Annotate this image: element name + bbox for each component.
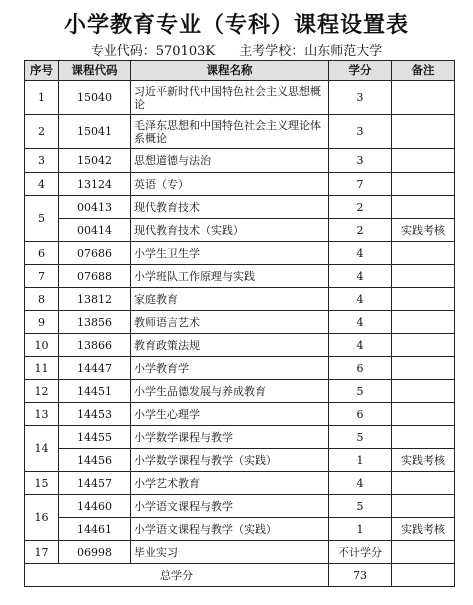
- row-name: 小学生卫生学: [131, 242, 329, 265]
- row-code: 07688: [59, 265, 131, 288]
- row-seq: 11: [25, 357, 59, 380]
- row-credit: 3: [329, 81, 392, 115]
- row-seq: 1: [25, 81, 59, 115]
- header-code: 课程代码: [59, 61, 131, 81]
- row-name: 小学语文课程与教学: [131, 495, 329, 518]
- row-note: [392, 495, 455, 518]
- row-name: 教师语言艺术: [131, 311, 329, 334]
- row-credit: 4: [329, 265, 392, 288]
- row-credit: 5: [329, 426, 392, 449]
- row-name: 小学语文课程与教学（实践）: [131, 518, 329, 541]
- row-credit: 4: [329, 311, 392, 334]
- row-code: 00414: [59, 219, 131, 242]
- row-seq: 5: [25, 196, 59, 242]
- header-note: 备注: [392, 61, 455, 81]
- table-row: [25, 173, 455, 196]
- row-code: 13812: [59, 288, 131, 311]
- row-note: [392, 265, 455, 288]
- row-note: [392, 196, 455, 219]
- row-code: 14457: [59, 472, 131, 495]
- row-credit: 6: [329, 357, 392, 380]
- row-credit: 4: [329, 242, 392, 265]
- row-note: [392, 311, 455, 334]
- table-row: [25, 242, 455, 265]
- table-row: [25, 334, 455, 357]
- table-header-row: [25, 61, 455, 81]
- row-note: [392, 357, 455, 380]
- row-code: 00413: [59, 196, 131, 219]
- row-credit: 3: [329, 115, 392, 149]
- row-note: [392, 81, 455, 115]
- row-credit: 2: [329, 219, 392, 242]
- row-seq: 9: [25, 311, 59, 334]
- table-row: [25, 265, 455, 288]
- row-code: 14460: [59, 495, 131, 518]
- total-row: [25, 564, 455, 587]
- row-code: 14455: [59, 426, 131, 449]
- table-row: [25, 472, 455, 495]
- table-row: [25, 403, 455, 426]
- row-code: 14447: [59, 357, 131, 380]
- row-credit: 7: [329, 173, 392, 196]
- row-code: 14453: [59, 403, 131, 426]
- table-row: [25, 449, 455, 472]
- row-code: 07686: [59, 242, 131, 265]
- row-seq: 10: [25, 334, 59, 357]
- exam-school: 主考学校：山东师范大学: [239, 44, 383, 59]
- row-seq: 15: [25, 472, 59, 495]
- row-seq: 16: [25, 495, 59, 541]
- row-code: 15041: [59, 115, 131, 149]
- table-row: [25, 219, 455, 242]
- row-note: [392, 115, 455, 149]
- total-note: [392, 564, 455, 587]
- row-credit: 6: [329, 403, 392, 426]
- document-title: 小学教育专业（专科）课程设置表: [63, 12, 409, 38]
- table-row: [25, 380, 455, 403]
- row-name: 习近平新时代中国特色社会主义思想概论: [131, 81, 329, 115]
- course-table: [24, 60, 455, 587]
- row-note: [392, 242, 455, 265]
- table-row: [25, 518, 455, 541]
- row-note: 实践考核: [392, 518, 455, 541]
- row-name: 现代教育技术: [131, 196, 329, 219]
- total-label: 总学分: [25, 564, 329, 587]
- row-code: 15040: [59, 81, 131, 115]
- row-seq: 6: [25, 242, 59, 265]
- row-name: 家庭教育: [131, 288, 329, 311]
- row-note: [392, 403, 455, 426]
- major-code: 专业代码：570103K: [90, 44, 216, 59]
- table-row: [25, 81, 455, 115]
- row-seq: 12: [25, 380, 59, 403]
- row-seq: 2: [25, 115, 59, 149]
- row-seq: 4: [25, 173, 59, 196]
- row-credit: 5: [329, 495, 392, 518]
- table-row: [25, 357, 455, 380]
- row-name: 现代教育技术（实践）: [131, 219, 329, 242]
- row-note: 实践考核: [392, 449, 455, 472]
- row-name: 小学生心理学: [131, 403, 329, 426]
- row-code: 15042: [59, 149, 131, 173]
- row-note: [392, 472, 455, 495]
- table-row: [25, 196, 455, 219]
- row-name: 毛泽东思想和中国特色社会主义理论体系概论: [131, 115, 329, 149]
- row-seq: 7: [25, 265, 59, 288]
- row-seq: 17: [25, 541, 59, 564]
- row-credit: 5: [329, 380, 392, 403]
- row-code: 06998: [59, 541, 131, 564]
- table-row: [25, 115, 455, 149]
- row-note: [392, 149, 455, 173]
- row-name: 小学数学课程与教学（实践）: [131, 449, 329, 472]
- row-name: 英语（专）: [131, 173, 329, 196]
- row-credit: 不计学分: [329, 541, 392, 564]
- table-row: [25, 311, 455, 334]
- row-name: 小学艺术教育: [131, 472, 329, 495]
- row-name: 小学生品德发展与养成教育: [131, 380, 329, 403]
- row-code: 14456: [59, 449, 131, 472]
- row-credit: 1: [329, 449, 392, 472]
- row-credit: 4: [329, 334, 392, 357]
- row-seq: 8: [25, 288, 59, 311]
- row-seq: 3: [25, 149, 59, 173]
- row-code: 14451: [59, 380, 131, 403]
- row-code: 13856: [59, 311, 131, 334]
- header-credit: 学分: [329, 61, 392, 81]
- row-seq: 13: [25, 403, 59, 426]
- row-name: 教育政策法规: [131, 334, 329, 357]
- row-note: [392, 380, 455, 403]
- table-row: [25, 288, 455, 311]
- row-note: [392, 426, 455, 449]
- total-credit: 73: [329, 564, 392, 587]
- row-credit: 2: [329, 196, 392, 219]
- table-row: [25, 495, 455, 518]
- row-name: 毕业实习: [131, 541, 329, 564]
- row-credit: 4: [329, 288, 392, 311]
- row-credit: 1: [329, 518, 392, 541]
- header-name: 课程名称: [131, 61, 329, 81]
- row-note: [392, 288, 455, 311]
- row-name: 小学数学课程与教学: [131, 426, 329, 449]
- table-row: [25, 541, 455, 564]
- row-name: 思想道德与法治: [131, 149, 329, 173]
- row-code: 14461: [59, 518, 131, 541]
- table-row: [25, 426, 455, 449]
- row-credit: 4: [329, 472, 392, 495]
- row-code: 13124: [59, 173, 131, 196]
- row-note: 实践考核: [392, 219, 455, 242]
- table-row: [25, 149, 455, 173]
- row-code: 13866: [59, 334, 131, 357]
- row-credit: 3: [329, 149, 392, 173]
- row-name: 小学班队工作原理与实践: [131, 265, 329, 288]
- row-note: [392, 334, 455, 357]
- header-seq: 序号: [25, 61, 59, 81]
- row-name: 小学教育学: [131, 357, 329, 380]
- row-note: [392, 173, 455, 196]
- row-note: [392, 541, 455, 564]
- row-seq: 14: [25, 426, 59, 472]
- document-subtitle: [0, 40, 473, 59]
